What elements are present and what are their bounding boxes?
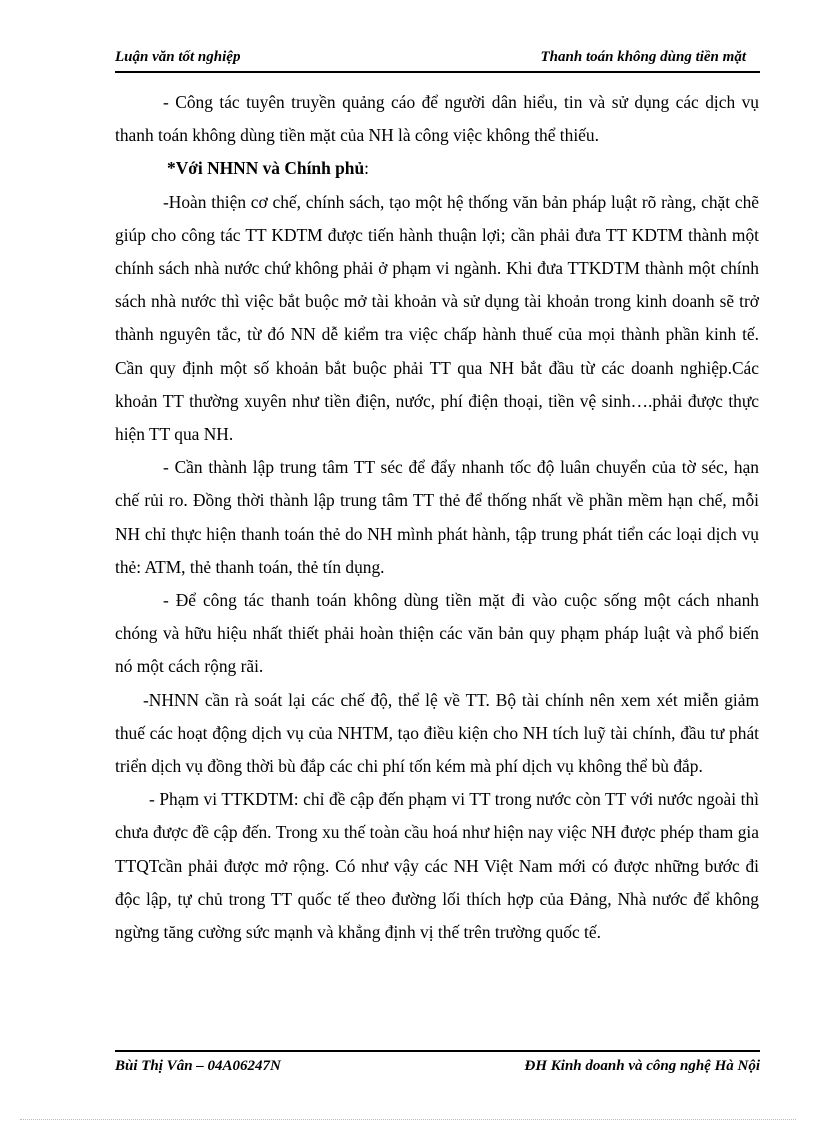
section-heading [115,152,759,185]
page-header [115,49,760,73]
paragraph-regulations: - Để công tác thanh toán không dùng tiền mặt đi vào cuộc sống một cách nhanh chóng và hữu hiệu nhất thiết phải hoàn thiện các văn bản quy phạm pháp luật và phổ biến nó một cách rộng rãi. [115,590,759,677]
footer-divider [115,1050,760,1052]
footer-university: ĐH Kinh doanh và công nghệ Hà Nội [524,1058,760,1074]
footer-author: Bùi Thị Vân – 04A06247N [115,1058,281,1074]
document-body [115,86,759,949]
header-thesis-label: Luận văn tốt nghiệp [115,49,241,65]
paragraph-payment-scope: - Phạm vi TTKDTM: chỉ đề cập đến phạm vi TT trong nước còn TT với nước ngoài thì chưa được đề cập đến. Trong xu thế toàn cầu hoá như hiện nay việc NH được phép tham gia TTQTcần phải được mở rộng. Có như vậy các NH Việt Nam mới có được những bước đi độc lập, tự chủ trong TT quốc tế theo đường lối thích hợp của Đảng, Nhà nước để không ngừng tăng cường sức mạnh và khẳng định vị thế trên trường quốc tế. [115,789,759,943]
paragraph-legal-framework: -Hoàn thiện cơ chế, chính sách, tạo một hệ thống văn bản pháp luật rõ ràng, chặt chẽ giúp cho công tác TT KDTM được tiến hành thuận lợi; cần phải đưa TT KDTM thành một chính sách nhà nước chứ không phải ở phạm vi ngành. Khi đưa TTKDTM thành một chính sách nhà nước thì việc bắt buộc mở tài khoản và sử dụng tài khoản trong kinh doanh sẽ trở thành nguyên tắc, từ đó NN dễ kiểm tra việc chấp hành thuế của mọi thành phần kinh tế. Cần quy định một số khoản bắt buộc phải TT qua NH bắt đầu từ các doanh nghiệp.Các khoản TT thường xuyên như tiền điện, nước, phí điện thoại, tiền vệ sinh….phải được thực hiện TT qua NH. [115,191,759,445]
paragraph-central-bank-review: -NHNN cần rà soát lại các chế độ, thể lệ về TT. Bộ tài chính nên xem xét miễn giảm thuế các hoạt động dịch vụ của NHTM, tạo điều kiện cho NH tích luỹ tài chính, đầu tư phát triển dịch vụ đồng thời bù đắp các chi phí tốn kém mà phí dịch vụ không thể bù đắp. [115,689,759,777]
paragraph-propaganda: - Công tác tuyên truyền quảng cáo để người dân hiểu, tin và sử dụng các dịch vụ thanh toán không dùng tiền mặt của NH là công việc không thể thiếu. [115,92,759,146]
paragraph-clearing-centers: - Cần thành lập trung tâm TT séc để đẩy nhanh tốc độ luân chuyển của tờ séc, hạn chế rủi ro. Đồng thời thành lập trung tâm TT thẻ để thống nhất về phần mềm hạn chế, mỗi NH chỉ thực hiện thanh toán thẻ do NH mình phát hành, tập trung phát tiển các loại dịch vụ thẻ: ATM, thẻ thanh toán, thẻ tín dụng. [115,457,759,577]
section-heading-colon: : [364,158,369,179]
page-bottom-edge [20,1119,796,1120]
header-topic-label: Thanh toán không dùng tiền mặt [540,49,746,65]
section-heading-text: *Với NHNN và Chính phủ [167,158,365,179]
